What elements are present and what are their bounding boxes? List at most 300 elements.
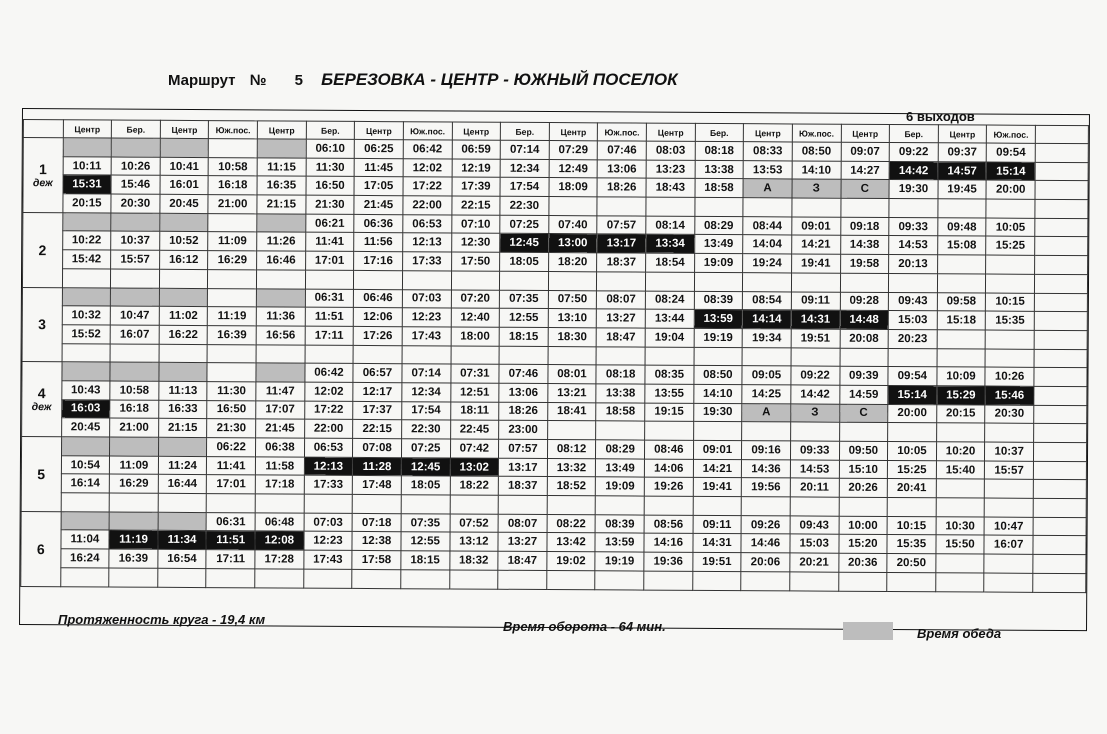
time-cell: 08:18 xyxy=(695,141,744,160)
time-cell: 22:30 xyxy=(401,420,450,439)
time-cell: 21:00 xyxy=(208,195,257,214)
empty-cell xyxy=(839,497,888,516)
highlighted-time-cell: 13:59 xyxy=(694,310,743,329)
time-cell: 12:49 xyxy=(549,159,598,178)
highlighted-time-cell: 16:03 xyxy=(61,399,110,418)
empty-cell xyxy=(352,494,401,513)
empty-cell xyxy=(935,573,984,592)
time-cell: 12:34 xyxy=(402,383,451,402)
time-cell: 17:01 xyxy=(305,251,354,270)
highlighted-time-cell: 14:42 xyxy=(889,161,938,180)
time-cell: 17:07 xyxy=(256,400,305,419)
time-cell: 06:38 xyxy=(256,438,305,457)
empty-cell xyxy=(1033,554,1086,573)
time-cell: 08:03 xyxy=(646,141,695,160)
time-cell: 06:53 xyxy=(304,438,353,457)
time-cell: 11:30 xyxy=(207,382,256,401)
empty-cell xyxy=(840,348,889,367)
time-cell: 18:00 xyxy=(451,327,500,346)
time-cell: 15:03 xyxy=(888,311,937,330)
empty-cell xyxy=(209,139,258,158)
time-cell: 20:45 xyxy=(61,418,110,437)
time-cell: 17:50 xyxy=(451,252,500,271)
time-cell: 06:46 xyxy=(354,289,403,308)
time-cell: 19:15 xyxy=(645,403,694,422)
time-cell: 16:29 xyxy=(208,251,257,270)
highlighted-time-cell: 13:34 xyxy=(646,235,695,254)
empty-cell xyxy=(1035,143,1088,162)
time-cell: 15:40 xyxy=(936,460,985,479)
empty-cell xyxy=(546,570,595,589)
time-cell: 10:54 xyxy=(61,455,110,474)
time-cell: 09:39 xyxy=(839,366,888,385)
time-cell: 09:33 xyxy=(889,217,938,236)
time-cell: 11:47 xyxy=(256,382,305,401)
time-cell: 17:05 xyxy=(354,177,403,196)
empty-cell xyxy=(208,288,257,307)
highlighted-time-cell: 15:31 xyxy=(63,175,112,194)
time-cell: 17:58 xyxy=(352,551,401,570)
empty-cell xyxy=(986,255,1035,274)
lunch-cell: З xyxy=(791,404,840,423)
time-cell: 10:26 xyxy=(111,157,160,176)
time-cell: 14:36 xyxy=(742,459,791,478)
column-header: Бер. xyxy=(306,121,355,139)
time-cell: 09:18 xyxy=(840,217,889,236)
column-header: Юж.пос. xyxy=(792,124,841,142)
empty-cell xyxy=(985,423,1034,442)
time-cell: 12:55 xyxy=(401,532,450,551)
empty-cell xyxy=(62,343,111,362)
empty-cell xyxy=(110,344,159,363)
time-cell: 09:22 xyxy=(791,366,840,385)
time-cell: 13:42 xyxy=(547,533,596,552)
time-cell: 18:37 xyxy=(498,477,547,496)
time-cell: 11:13 xyxy=(159,381,208,400)
time-cell: 15:25 xyxy=(986,236,1035,255)
time-cell: 13:23 xyxy=(646,160,695,179)
empty-cell xyxy=(597,197,646,216)
exit-number: 4 xyxy=(37,385,46,402)
time-cell: 12:34 xyxy=(500,159,549,178)
time-cell: 15:18 xyxy=(937,311,986,330)
empty-cell xyxy=(255,494,304,513)
time-cell: 08:46 xyxy=(645,440,694,459)
time-cell: 13:38 xyxy=(695,160,744,179)
time-cell: 14:59 xyxy=(839,385,888,404)
empty-cell xyxy=(887,572,936,591)
empty-cell xyxy=(985,349,1034,368)
empty-cell xyxy=(693,422,742,441)
time-cell: 06:36 xyxy=(354,214,403,233)
time-cell: 18:30 xyxy=(548,327,597,346)
time-cell: 09:16 xyxy=(742,441,791,460)
time-cell: 20:23 xyxy=(888,329,937,348)
time-cell: 06:42 xyxy=(305,363,354,382)
time-cell: 21:45 xyxy=(354,195,403,214)
break-cell xyxy=(159,288,208,307)
lunch-cell: А xyxy=(743,179,792,198)
break-cell xyxy=(256,288,305,307)
break-cell xyxy=(109,512,158,531)
time-cell: 16:01 xyxy=(160,176,209,195)
empty-cell xyxy=(1034,274,1087,293)
time-cell: 15:25 xyxy=(887,460,936,479)
break-cell xyxy=(110,437,159,456)
column-header: Юж.пос. xyxy=(403,122,452,140)
empty-cell xyxy=(985,330,1034,349)
time-cell: 10:20 xyxy=(936,442,985,461)
time-cell: 12:06 xyxy=(353,308,402,327)
time-cell: 08:35 xyxy=(645,365,694,384)
break-cell xyxy=(256,363,305,382)
time-cell: 16:35 xyxy=(257,176,306,195)
empty-cell xyxy=(936,423,985,442)
time-cell: 19:30 xyxy=(693,403,742,422)
time-cell: 19:24 xyxy=(743,254,792,273)
time-cell: 21:30 xyxy=(207,419,256,438)
column-header: Центр xyxy=(257,121,306,139)
break-cell xyxy=(111,213,160,232)
highlighted-time-cell: 11:28 xyxy=(353,457,402,476)
time-cell: 07:18 xyxy=(352,513,401,532)
break-cell xyxy=(158,437,207,456)
empty-cell xyxy=(498,495,547,514)
time-cell: 19:45 xyxy=(938,180,987,199)
time-cell: 09:54 xyxy=(888,367,937,386)
time-cell: 16:12 xyxy=(159,250,208,269)
time-cell: 10:22 xyxy=(62,231,111,250)
time-cell: 17:28 xyxy=(255,550,304,569)
time-cell: 06:22 xyxy=(207,438,256,457)
empty-cell xyxy=(742,347,791,366)
time-cell: 14:27 xyxy=(841,161,890,180)
time-cell: 23:00 xyxy=(499,421,548,440)
time-cell: 09:07 xyxy=(841,142,890,161)
highlighted-time-cell: 12:13 xyxy=(304,457,353,476)
time-cell: 09:26 xyxy=(741,515,790,534)
time-cell: 07:14 xyxy=(402,364,451,383)
empty-cell xyxy=(257,270,306,289)
time-cell: 11:19 xyxy=(208,307,257,326)
route-label: Маршрут xyxy=(168,72,236,89)
empty-cell xyxy=(1035,181,1088,200)
time-cell: 19:58 xyxy=(840,254,889,273)
empty-cell xyxy=(1035,162,1088,181)
time-cell: 18:47 xyxy=(498,551,547,570)
highlighted-time-cell: 13:17 xyxy=(597,234,646,253)
time-cell: 10:43 xyxy=(61,381,110,400)
time-cell: 11:09 xyxy=(110,456,159,475)
time-cell: 19:34 xyxy=(742,329,791,348)
time-cell: 16:39 xyxy=(208,325,257,344)
time-cell: 17:11 xyxy=(206,550,255,569)
time-cell: 19:02 xyxy=(547,552,596,571)
time-cell: 18:43 xyxy=(646,178,695,197)
time-cell: 13:49 xyxy=(596,458,645,477)
exit-number: 1 xyxy=(38,160,47,178)
time-cell: 09:11 xyxy=(791,291,840,310)
time-cell: 08:14 xyxy=(646,216,695,235)
empty-cell xyxy=(694,347,743,366)
empty-cell xyxy=(644,571,693,590)
time-cell: 09:22 xyxy=(889,142,938,161)
empty-cell xyxy=(984,554,1033,573)
time-cell: 14:16 xyxy=(644,534,693,553)
highlighted-time-cell: 11:34 xyxy=(158,531,207,550)
break-cell xyxy=(62,362,111,381)
time-cell: 18:47 xyxy=(596,328,645,347)
empty-cell xyxy=(1033,480,1086,499)
lunch-legend-swatch xyxy=(843,622,893,640)
empty-cell xyxy=(1035,255,1088,274)
time-cell: 12:23 xyxy=(402,308,451,327)
break-cell xyxy=(159,363,208,382)
empty-cell xyxy=(984,573,1033,592)
empty-cell xyxy=(888,348,937,367)
time-cell: 14:21 xyxy=(791,235,840,254)
time-cell: 13:12 xyxy=(450,532,499,551)
route-name: БЕРЕЗОВКА - ЦЕНТР - ЮЖНЫЙ ПОСЕЛОК xyxy=(321,70,678,89)
time-cell: 14:04 xyxy=(743,235,792,254)
exit-label xyxy=(21,437,61,512)
time-cell: 15:35 xyxy=(887,535,936,554)
time-cell: 19:09 xyxy=(694,253,743,272)
empty-cell xyxy=(1034,349,1087,368)
time-cell: 08:07 xyxy=(498,514,547,533)
time-cell: 10:11 xyxy=(63,156,112,175)
empty-cell xyxy=(1033,517,1086,536)
highlighted-time-cell: 11:19 xyxy=(109,530,158,549)
time-cell: 10:58 xyxy=(208,157,257,176)
empty-cell xyxy=(791,347,840,366)
column-header: Бер. xyxy=(112,120,161,138)
lunch-cell: С xyxy=(839,404,888,423)
lunch-cell: А xyxy=(742,403,791,422)
empty-cell xyxy=(353,345,402,364)
time-cell: 19:51 xyxy=(692,552,741,571)
time-cell: 07:35 xyxy=(401,513,450,532)
empty-cell xyxy=(743,272,792,291)
time-cell: 19:26 xyxy=(644,477,693,496)
time-cell: 09:43 xyxy=(790,516,839,535)
empty-cell xyxy=(207,363,256,382)
break-cell xyxy=(257,139,306,158)
time-cell: 16:46 xyxy=(257,251,306,270)
duty-marker: деж xyxy=(32,176,53,190)
time-cell: 07:35 xyxy=(499,290,548,309)
time-cell: 18:05 xyxy=(500,252,549,271)
time-cell: 07:10 xyxy=(451,215,500,234)
break-cell xyxy=(62,287,111,306)
turnaround-time: Время оборота - 64 мин. xyxy=(503,619,666,634)
time-cell: 16:54 xyxy=(158,549,207,568)
time-cell: 20:21 xyxy=(790,553,839,572)
time-cell: 09:01 xyxy=(693,440,742,459)
empty-cell xyxy=(645,347,694,366)
exit-label xyxy=(22,212,62,287)
lunch-cell: С xyxy=(841,180,890,199)
empty-cell xyxy=(208,269,257,288)
break-cell xyxy=(63,138,112,157)
time-cell: 11:04 xyxy=(61,530,110,549)
time-cell: 08:39 xyxy=(694,291,743,310)
schedule-sheet xyxy=(19,108,1090,631)
time-cell: 09:05 xyxy=(742,366,791,385)
time-cell: 12:30 xyxy=(451,233,500,252)
time-cell: 20:15 xyxy=(62,194,111,213)
empty-cell xyxy=(208,213,257,232)
route-title xyxy=(168,70,678,90)
time-cell: 14:42 xyxy=(791,385,840,404)
time-cell: 18:22 xyxy=(450,476,499,495)
empty-cell xyxy=(889,273,938,292)
empty-cell xyxy=(1033,461,1086,480)
time-cell: 10:15 xyxy=(887,516,936,535)
time-cell: 19:41 xyxy=(791,254,840,273)
time-cell: 07:25 xyxy=(401,439,450,458)
highlighted-time-cell: 15:29 xyxy=(937,386,986,405)
time-cell: 21:00 xyxy=(110,418,159,437)
time-cell: 06:53 xyxy=(403,214,452,233)
time-cell: 13:49 xyxy=(694,235,743,254)
time-cell: 16:50 xyxy=(207,400,256,419)
highlighted-time-cell: 14:48 xyxy=(840,310,889,329)
time-cell: 14:53 xyxy=(790,460,839,479)
time-cell: 10:26 xyxy=(985,367,1034,386)
time-cell: 13:53 xyxy=(743,160,792,179)
time-cell: 21:30 xyxy=(306,195,355,214)
column-header: Центр xyxy=(646,123,695,141)
empty-cell xyxy=(159,344,208,363)
time-cell: 14:10 xyxy=(693,384,742,403)
time-cell: 07:52 xyxy=(450,514,499,533)
time-cell: 13:10 xyxy=(548,309,597,328)
route-number: 5 xyxy=(294,72,303,89)
time-cell: 19:51 xyxy=(791,329,840,348)
time-cell: 13:55 xyxy=(645,384,694,403)
extra-column-header xyxy=(1035,125,1088,143)
column-header: Центр xyxy=(452,122,501,140)
time-cell: 06:31 xyxy=(305,289,354,308)
empty-cell xyxy=(986,274,1035,293)
empty-cell xyxy=(597,272,646,291)
highlighted-time-cell: 12:45 xyxy=(500,234,549,253)
empty-cell xyxy=(255,569,304,588)
empty-cell xyxy=(742,422,791,441)
empty-cell xyxy=(840,198,889,217)
time-cell: 16:50 xyxy=(306,177,355,196)
exit-label xyxy=(23,138,63,213)
empty-cell xyxy=(791,273,840,292)
empty-cell xyxy=(207,494,256,513)
empty-cell xyxy=(1034,386,1087,405)
time-cell: 16:56 xyxy=(256,326,305,345)
empty-cell xyxy=(1034,424,1087,443)
time-cell: 15:52 xyxy=(62,325,111,344)
time-cell: 18:52 xyxy=(547,477,596,496)
time-cell: 18:54 xyxy=(646,253,695,272)
empty-cell xyxy=(450,495,499,514)
time-cell: 07:57 xyxy=(499,439,548,458)
empty-cell xyxy=(500,271,549,290)
time-cell: 12:38 xyxy=(352,532,401,551)
time-cell: 17:39 xyxy=(452,177,501,196)
empty-cell xyxy=(644,496,693,515)
empty-cell xyxy=(937,274,986,293)
time-cell: 10:52 xyxy=(159,232,208,251)
time-cell: 19:19 xyxy=(694,328,743,347)
time-cell: 08:29 xyxy=(694,216,743,235)
time-cell: 08:39 xyxy=(595,515,644,534)
time-cell: 13:27 xyxy=(498,533,547,552)
time-cell: 18:15 xyxy=(401,551,450,570)
highlighted-time-cell: 14:57 xyxy=(938,161,987,180)
time-cell: 22:15 xyxy=(451,196,500,215)
time-cell: 13:17 xyxy=(499,458,548,477)
time-cell: 10:47 xyxy=(984,517,1033,536)
time-cell: 19:30 xyxy=(889,180,938,199)
time-cell: 08:18 xyxy=(596,365,645,384)
highlighted-time-cell: 12:45 xyxy=(401,457,450,476)
time-cell: 09:01 xyxy=(792,217,841,236)
empty-cell xyxy=(692,571,741,590)
empty-cell xyxy=(1033,498,1086,517)
exit-number: 5 xyxy=(37,465,46,483)
time-cell: 11:15 xyxy=(257,158,306,177)
empty-cell xyxy=(1035,218,1088,237)
empty-cell xyxy=(790,572,839,591)
time-cell: 13:06 xyxy=(597,160,646,179)
time-cell: 17:26 xyxy=(353,326,402,345)
time-cell: 15:46 xyxy=(111,175,160,194)
column-header: Центр xyxy=(355,121,404,139)
time-cell: 15:20 xyxy=(838,535,887,554)
time-cell: 18:37 xyxy=(597,253,646,272)
time-cell: 17:43 xyxy=(304,550,353,569)
time-cell: 18:05 xyxy=(401,476,450,495)
empty-cell xyxy=(547,421,596,440)
column-header: Центр xyxy=(938,125,987,143)
time-cell: 17:43 xyxy=(402,327,451,346)
time-cell: 13:59 xyxy=(595,533,644,552)
time-cell: 18:58 xyxy=(596,402,645,421)
time-cell: 13:21 xyxy=(548,383,597,402)
column-header: Центр xyxy=(63,120,112,138)
time-cell: 09:54 xyxy=(987,143,1036,162)
time-cell: 08:50 xyxy=(694,366,743,385)
time-cell: 06:25 xyxy=(354,139,403,158)
time-cell: 18:26 xyxy=(499,402,548,421)
time-cell: 10:37 xyxy=(111,231,160,250)
lunch-legend-label: Время обеда xyxy=(917,626,1002,641)
time-cell: 11:58 xyxy=(255,457,304,476)
highlighted-time-cell: 15:14 xyxy=(888,385,937,404)
time-cell: 13:27 xyxy=(597,309,646,328)
empty-cell xyxy=(693,496,742,515)
time-cell: 18:09 xyxy=(549,178,598,197)
empty-cell xyxy=(986,199,1035,218)
empty-cell xyxy=(61,493,110,512)
empty-cell xyxy=(936,554,985,573)
time-cell: 11:45 xyxy=(354,158,403,177)
empty-cell xyxy=(207,344,256,363)
time-cell: 14:10 xyxy=(792,161,841,180)
empty-cell xyxy=(1035,199,1088,218)
corner-cell xyxy=(23,120,63,138)
time-cell: 11:56 xyxy=(354,233,403,252)
empty-cell xyxy=(109,493,158,512)
